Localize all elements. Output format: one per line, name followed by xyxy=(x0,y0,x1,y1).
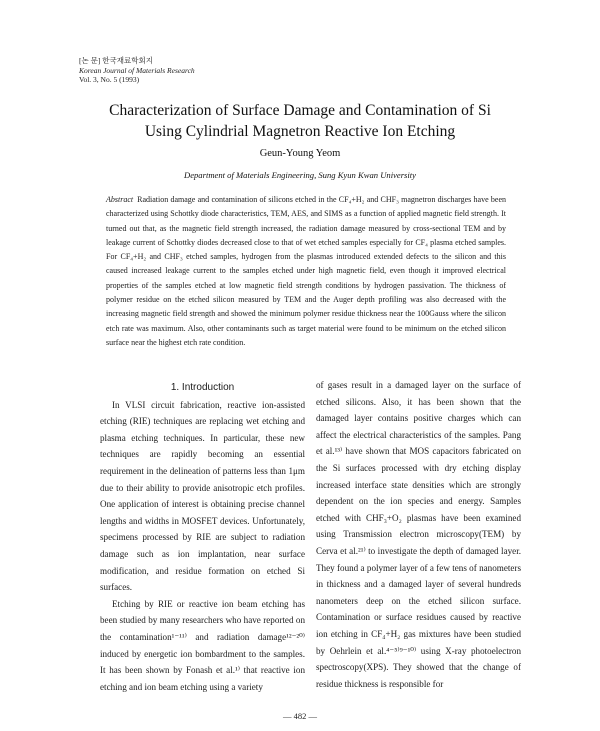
abstract-label: Abstract xyxy=(106,195,134,204)
title-line-1: Characterization of Surface Damage and Contamination of Si xyxy=(109,102,491,119)
page-number: — 482 — xyxy=(283,711,317,721)
paragraph: Etching by RIE or reactive ion beam etching has been studied by many researchers who have reported on the contamination¹⁻¹¹⁾ and radiation damage¹²⁻²⁰⁾ induced by energetic ion bombardment to the samples. It has been shown by Fonash et al.¹⁾ that reactive ion etching and ion beam etching using a variety xyxy=(100,598,305,692)
journal-header xyxy=(79,56,195,85)
abstract-text: Radiation damage and contamination of silicons etched in the CF₄+H₂ and CHF₃ magnetron discharges have been characterized using Schottky diode characteristics, TEM, AES, and SIMS as a function of applied magnetic field strength. It turned out that, as the magnetic field strength increased, the radiation damage measured by cross-sectional TEM and by leakage current of Schottky diodes decreased close to that of wet etched samples especially for CF₄ plasma etched samples. For CF₄+H₂ and CHF₃ etched samples, hydrogen from the plasmas introduced extended defects to the silicon and this caused increased leakage current to the samples etched under high magnetic field, even though it improved electrical properties of the samples etched at low magnetic field strength conditions by hydrogen passivation. The thickness of polymer residue on the etched silicon measured by TEM and the Auger depth profiling was also decreased with the increasing magnetic field strength and showed the minimum polymer residue thickness near the 100Gauss where the silicon etch rate was maximum. Also, other contaminants such as target material were found to be minimum on the etched silicon surface near the highest etch rate condition. xyxy=(106,195,506,347)
title-line-2: Using Cylindrial Magnetron Reactive Ion Etching xyxy=(144,123,456,140)
left-column xyxy=(100,380,305,695)
paragraph: of gases result in a damaged layer on the surface of etched silicons. Also, it has been shown that the damaged layer contains positive charges which can affect the electrical characteristics of the samples. Pang et al.¹³⁾ have shown that MOS capacitors fabricated on the Si surfaces processed with dry etching display increased interface state densities which are strongly dependent on the ion species and energy. Samples etched with CHF₃+O₂ plasmas have been examined using Transmission electron microscopy(TEM) by Cerva et al.²¹⁾ to investigate the depth of damaged layer. They found a polymer layer of a few tens of nanometers in thickness and a damaged layer of several hundreds nanometers deep on the etched silicon surface. Contamination or surface residues caused by reactive ion etching in CF₄+H₂ gas mixtures have been studied by Oehrlein et al.⁴⁻⁵⁾⁹⁻¹⁰⁾ using X-ray photoelectron spectroscopy(XPS). They showed that the change of residue thickness is responsible for xyxy=(316,380,521,689)
journal-korean-line: [논 문] 한국재료학회지 xyxy=(79,56,153,65)
section-heading: 1. Introduction xyxy=(170,382,235,393)
journal-name: Korean Journal of Materials Research xyxy=(79,65,195,75)
author: Geun-Young Yeom xyxy=(259,148,341,159)
paper-title xyxy=(60,100,540,142)
affiliation: Department of Materials Engineering, Sung Kyun Kwan University xyxy=(183,170,416,180)
journal-volume: Vol. 3, No. 5 (1993) xyxy=(79,75,140,84)
right-column xyxy=(316,377,521,692)
paragraph: In VLSI circuit fabrication, reactive ion-assisted etching (RIE) techniques are replacing wet etching and plasma etching techniques. In particular, these new techniques are rapidly becoming an essential requirement in the delineation of patterns less than 1μm due to their ability to provide anisotropic etch profiles. One application of interest is obtaining precise channel lengths and widths in MOSFET devices. Unfortunately, specimens processed by RIE are subject to radiation damage such as ion implantation, near surface modification, and residue formation on etched Si surfaces. xyxy=(100,399,305,593)
abstract xyxy=(106,193,506,350)
